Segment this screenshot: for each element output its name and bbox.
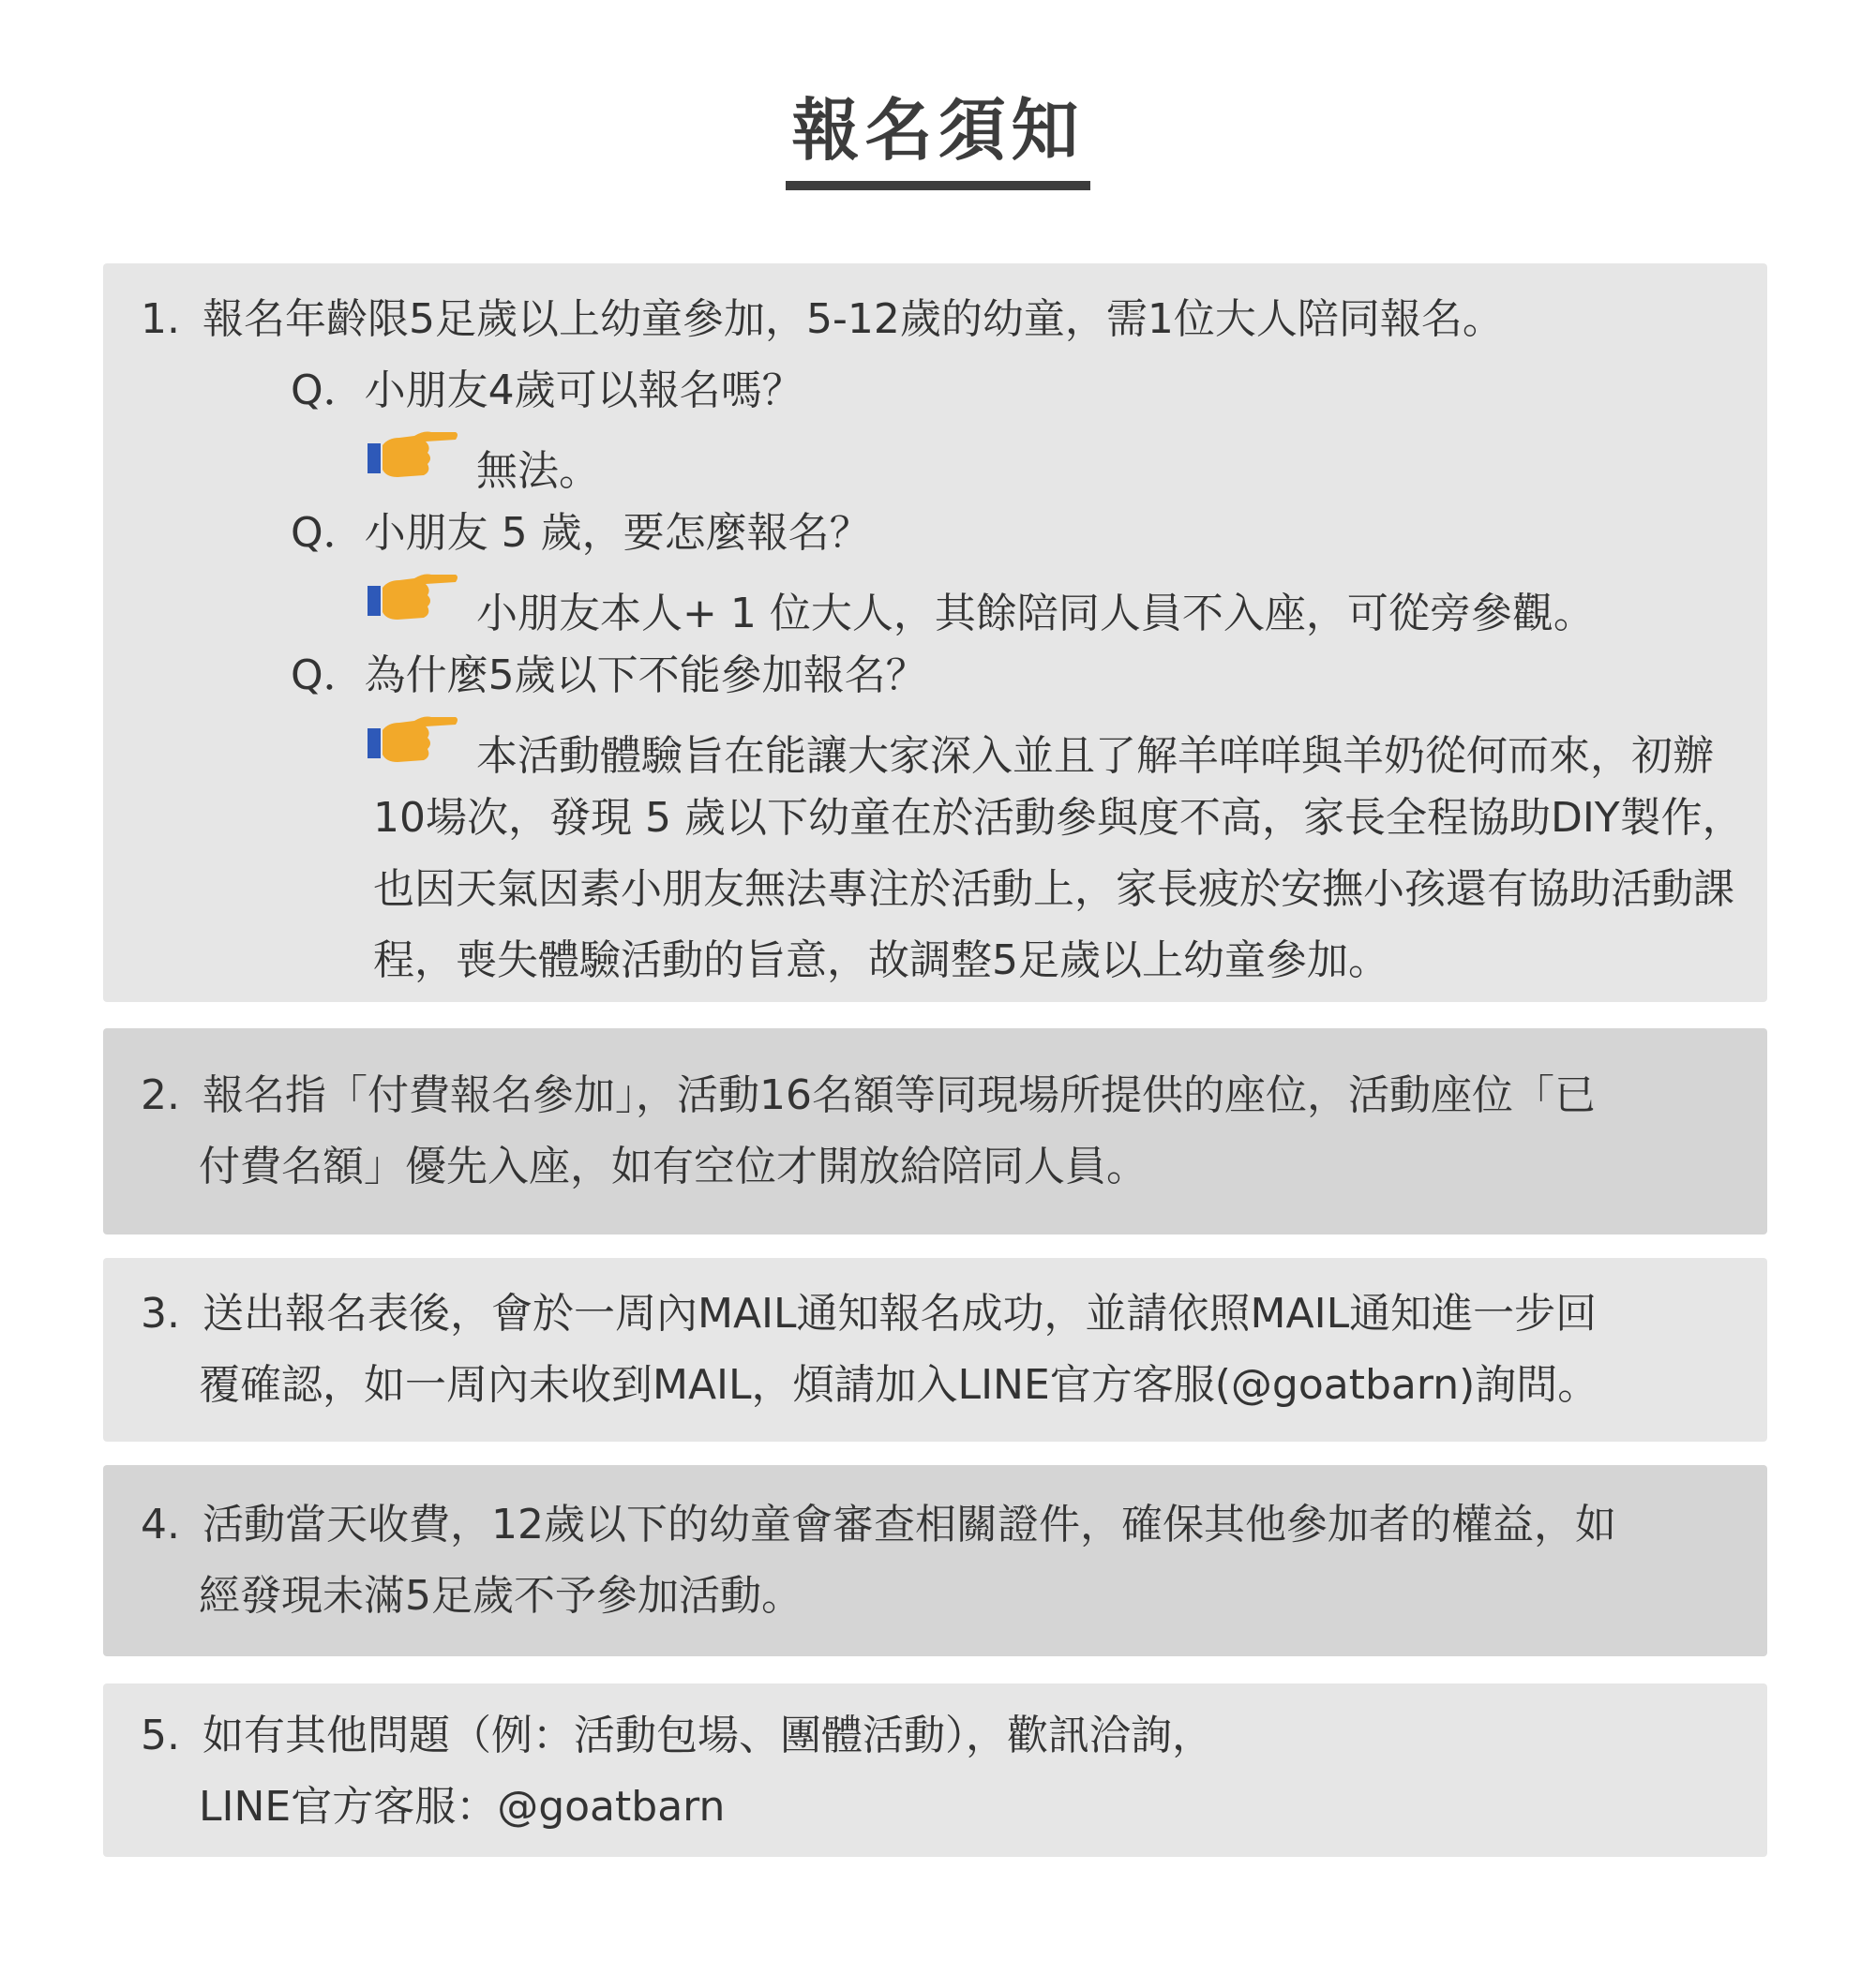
pointing-hand-icon: [366, 426, 459, 485]
answer-3: [366, 711, 1714, 792]
answer-continuation: [141, 925, 1730, 996]
notice-item-4: [103, 1465, 1767, 1656]
item-text: 送出報名表後，會於一周內MAIL通知報名成功，並請依照MAIL通知進一步回: [203, 1290, 1598, 1338]
item-text: 如有其他問題（例：活動包場、團體活動），歡訊洽詢，: [203, 1712, 1213, 1759]
pointing-hand-icon: [366, 569, 459, 627]
question-row: [141, 355, 1730, 426]
answer-text: 小朋友本人+ 1 位大人，其餘陪同人員不入座，可從旁參觀。: [476, 590, 1595, 637]
item-2-line: [141, 1131, 1730, 1203]
answer-2: [366, 569, 1595, 650]
item-2-line: [141, 1060, 1730, 1131]
item-text: 經發現未滿5足歲不予參加活動。: [199, 1572, 803, 1620]
notice-item-2: [103, 1028, 1767, 1234]
notice-item-5: [103, 1683, 1767, 1857]
item-text: 覆確認，如一周內未收到MAIL，煩請加入LINE官方客服(@goatbarn)詢問。: [199, 1361, 1599, 1409]
item-number: 2.: [141, 1071, 180, 1119]
item-number: 5.: [141, 1712, 180, 1759]
page-title: 報名須知: [786, 94, 1089, 190]
answer-text: 無法。: [476, 447, 600, 495]
question-2: Q．小朋友 5 歲，要怎麼報名？: [291, 509, 871, 557]
item-3-line: [141, 1350, 1730, 1421]
item-4-line: [141, 1489, 1730, 1561]
answer-text: 10場次，發現 5 歲以下幼童在於活動參與度不高，家長全程協助DIY製作，: [373, 794, 1744, 842]
item-4-line: [141, 1561, 1730, 1632]
item-number: 1.: [141, 295, 180, 343]
item-3-line: [141, 1279, 1730, 1350]
contact-line: LINE官方客服：@goatbarn: [199, 1783, 726, 1831]
item-text: 報名指「付費報名參加」，活動16名額等同現場所提供的座位，活動座位「已: [203, 1071, 1596, 1119]
item-text: 報名年齡限5足歲以上幼童參加，5-12歲的幼童，需1位大人陪同報名。: [203, 295, 1504, 343]
item-number: 3.: [141, 1290, 180, 1338]
notice-item-1: [103, 263, 1767, 1002]
item-text: 付費名額」優先入座，如有空位才開放給陪同人員。: [199, 1143, 1148, 1190]
answer-1: [366, 426, 600, 507]
answer-row: [141, 426, 1730, 498]
item-text: 活動當天收費，12歲以下的幼童會審查相關證件，確保其他參加者的權益，如: [203, 1501, 1616, 1549]
answer-continuation: [141, 783, 1744, 854]
item-5-line: [141, 1700, 1730, 1772]
answer-continuation: [141, 854, 1734, 925]
title-wrap: [0, 91, 1876, 190]
question-3: Q．為什麼5歲以下不能參加報名？: [291, 651, 927, 699]
answer-row: [141, 569, 1730, 640]
item-1-line: [141, 284, 1730, 355]
question-row: [141, 640, 1730, 711]
answer-text: 也因天氣因素小朋友無法專注於活動上，家長疲於安撫小孩還有協助活動課: [373, 865, 1734, 913]
answer-text: 本活動體驗旨在能讓大家深入並且了解羊咩咩與羊奶從何而來，初辦: [476, 732, 1714, 780]
item-5-line: [141, 1772, 1730, 1843]
answer-row: [141, 711, 1730, 783]
item-number: 4.: [141, 1501, 180, 1549]
pointing-hand-icon: [366, 711, 459, 770]
answer-text: 程，喪失體驗活動的旨意，故調整5足歲以上幼童參加。: [373, 936, 1389, 984]
notice-item-3: [103, 1258, 1767, 1442]
question-row: [141, 498, 1730, 569]
question-1: Q．小朋友4歲可以報名嗎？: [291, 367, 803, 414]
